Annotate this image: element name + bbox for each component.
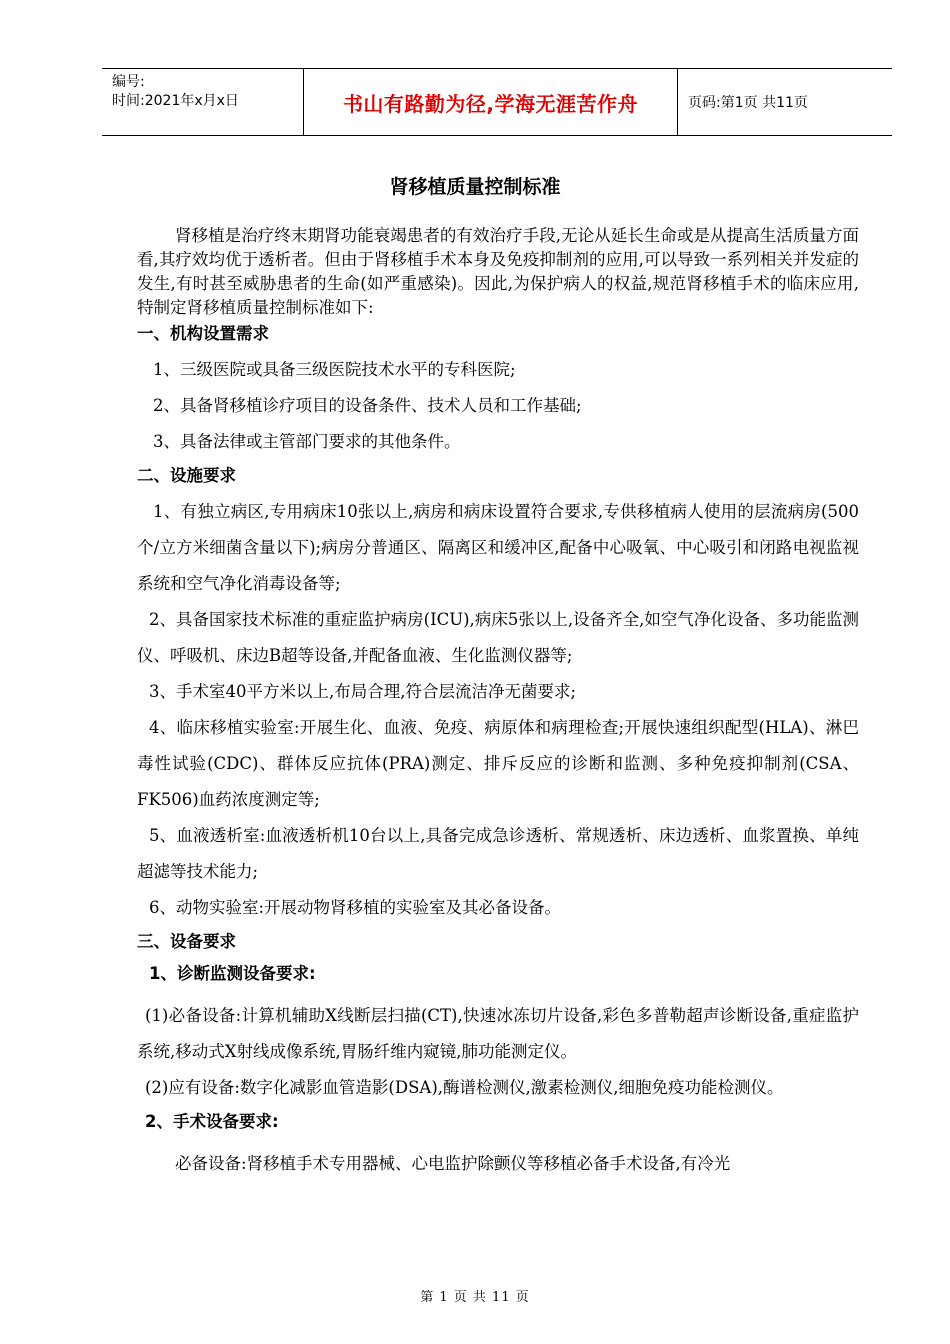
intro-paragraph: 肾移植是治疗终末期肾功能衰竭患者的有效治疗手段,无论从延长生命或是从提高生活质量方面看,其疗效均优于透析者。但由于肾移植手术本身及免疫抑制剂的应用,可以导致一系列相关并发症的发生,有时甚至威胁患者的生命(如严重感染)。因此,为保护病人的权益,规范肾移植手术的临床应用,特制定肾移植质量控制标准如下: — [137, 226, 859, 317]
document-number-label: 编号: — [112, 74, 145, 90]
document-body — [137, 224, 859, 1182]
header-page-info: 页码:第1页 共11页 — [688, 95, 808, 111]
header-meta — [102, 69, 304, 135]
document-header — [102, 68, 892, 136]
section2-item-5: 5、血液透析室:血液透析机10台以上,具备完成急诊透析、常规透析、床边透析、血浆置换、单纯超滤等技术能力; — [137, 826, 859, 881]
section3-sub2-item-1: 必备设备:肾移植手术专用器械、心电监护除颤仪等移植必备手术设备,有冷光 — [175, 1154, 731, 1173]
section2-item-4: 4、临床移植实验室:开展生化、血液、免疫、病原体和病理检查;开展快速组织配型(HLA)、淋巴毒性试验(CDC)、群体反应抗体(PRA)测定、排斥反应的诊断和监测、多种免疫抑制剂(CSA、FK506)血药浓度测定等; — [137, 718, 859, 809]
header-motto: 书山有路勤为径,学海无涯苦作舟 — [304, 69, 678, 135]
page-footer: 第 1 页 共 11 页 — [420, 1290, 530, 1305]
section2-item-1: 1、有独立病区,专用病床10张以上,病房和病床设置符合要求,专供移植病人使用的层流病房(500个/立方米细菌含量以下);病房分普通区、隔离区和缓冲区,配备中心吸氧、中心吸引和闭路电视监视系统和空气净化消毒设备等; — [137, 502, 859, 593]
section3-sub1-item-2: (2)应有设备:数字化减影血管造影(DSA),酶谱检测仪,激素检测仪,细胞免疫功能检测仪。 — [145, 1078, 784, 1097]
section-heading-3: 三、设备要求 — [137, 932, 236, 951]
document-title: 肾移植质量控制标准 — [389, 176, 561, 198]
section3-sub1-item-1: (1)必备设备:计算机辅助X线断层扫描(CT),快速冰冻切片设备,彩色多普勒超声诊断设备,重症监护系统,移动式X射线成像系统,胃肠纤维内窥镜,肺功能测定仪。 — [137, 1006, 859, 1061]
section2-item-3: 3、手术室40平方米以上,布局合理,符合层流洁净无菌要求; — [149, 682, 577, 701]
section-heading-1: 一、机构设置需求 — [137, 324, 269, 343]
section2-item-2: 2、具备国家技术标准的重症监护病房(ICU),病床5张以上,设备齐全,如空气净化设备、多功能监测仪、呼吸机、床边B超等设备,并配备血液、生化监测仪器等; — [137, 610, 859, 665]
section1-item-2: 2、具备肾移植诊疗项目的设备条件、技术人员和工作基础; — [153, 396, 582, 415]
subsection-heading-surgical: 2、手术设备要求: — [145, 1112, 279, 1131]
section1-item-3: 3、具备法律或主管部门要求的其他条件。 — [153, 432, 461, 451]
subsection-heading-diagnostic: 1、诊断监测设备要求: — [149, 964, 316, 983]
section2-item-6: 6、动物实验室:开展动物肾移植的实验室及其必备设备。 — [149, 898, 562, 917]
section1-item-1: 1、三级医院或具备三级医院技术水平的专科医院; — [153, 360, 516, 379]
section-heading-2: 二、设施要求 — [137, 466, 236, 485]
document-time-label: 时间:2021年x月x日 — [112, 93, 239, 109]
